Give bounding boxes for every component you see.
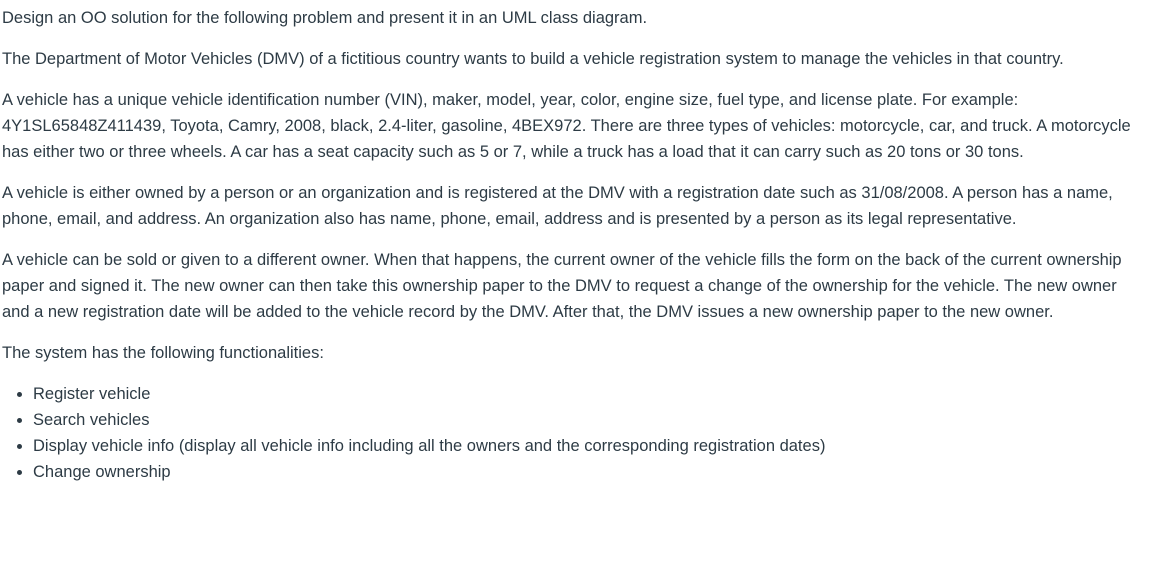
functionality-list	[2, 381, 1143, 485]
list-item: • Search vehicles	[33, 407, 1143, 433]
intro-paragraph: Design an OO solution for the following problem and present it in an UML class diagram.	[2, 9, 648, 27]
ownership-paragraph: A vehicle is either owned by a person or an organization and is registered at the DMV with a registration date such as 31/08/2008. A person has a name, phone, email, and address. An organization also has name, phone, email, address and is presented by a person as its legal representative.	[2, 184, 1113, 228]
list-item: • Change ownership	[33, 459, 1143, 485]
list-item: • Register vehicle	[33, 381, 1143, 407]
functionalities-intro: The system has the following functionalities:	[2, 344, 324, 362]
transfer-paragraph: A vehicle can be sold or given to a different owner. When that happens, the current owner of the vehicle fills the form on the back of the current ownership paper and signed it. The new owner can then take this ownership paper to the DMV to request a change of the ownership for the vehicle. The new owner and a new registration date will be added to the vehicle record by the DMV. After that, the DMV issues a new ownership paper to the new owner.	[2, 251, 1122, 321]
dmv-context-paragraph: The Department of Motor Vehicles (DMV) of a fictitious country wants to build a vehicle registration system to manage the vehicles in that country.	[2, 50, 1064, 68]
vehicle-description-paragraph: A vehicle has a unique vehicle identification number (VIN), maker, model, year, color, engine size, fuel type, and license plate. For example: 4Y1SL65848Z411439, Toyota, Camry, 2008, black, 2.4-liter, gasoline, 4BEX972. There are three types of vehicles: motorcycle, car, and truck. A motorcycle has either two or three wheels. A car has a seat capacity such as 5 or 7, while a truck has a load that it can carry such as 20 tons or 30 tons.	[2, 91, 1131, 161]
list-item: • Display vehicle info (display all vehicle info including all the owners and the corresponding registration dates)	[33, 433, 1143, 459]
